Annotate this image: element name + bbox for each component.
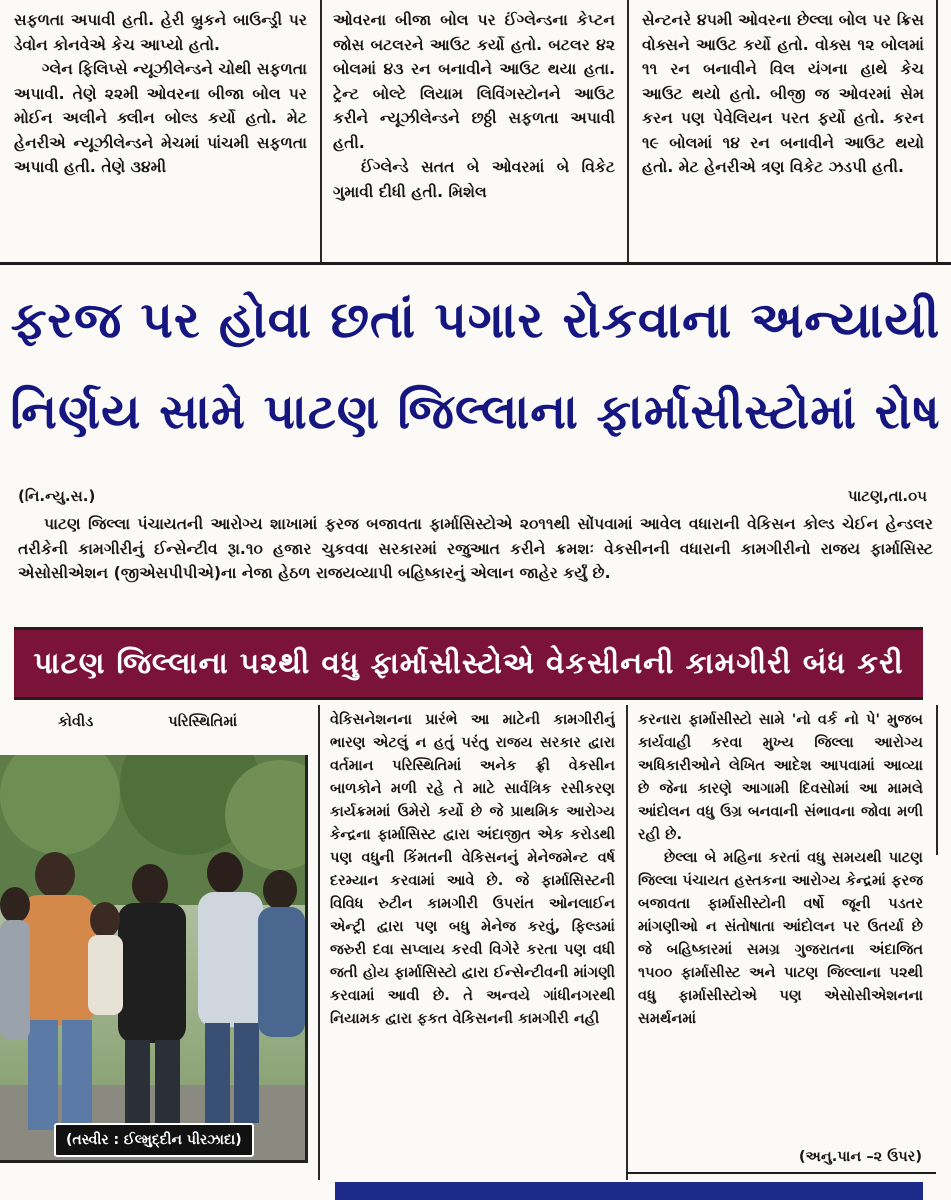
column-divider — [320, 0, 322, 262]
news-photo — [0, 755, 308, 1163]
bottom-column-3 — [638, 708, 923, 1138]
dateline: પાટણ,તા.૦૫ — [847, 487, 927, 505]
column-divider — [318, 705, 320, 1180]
crowd-photo-illustration — [0, 755, 305, 1160]
paragraph: સેન્ટનરે ૪૫મી ઓવરના છેલ્લા બોલ પર ક્રિસ વોક્સને આઉટ કર્યો હતો. વોક્સ ૧૨ બોલમાં ૧૧ રન બનાવીને વિલ યંગના હાથે કેચ આઉટ થયો હતો. બીજી જ ઓવરમાં સેમ કરન પણ પેવેલિયન પરત ફર્યો હતો. કરન ૧૯ બોલમાં ૧૪ રન બનાવીને આઉટ થયો હતો. મેટ હેનરીએ ત્રણ વિકેટ ઝડપી હતી. — [642, 11, 924, 176]
top-article-columns — [0, 0, 951, 262]
top-column-1 — [14, 8, 307, 262]
headline — [10, 274, 941, 458]
photo-caption: (તસ્વીર : ઈલ્મુદ્દીન પીરઝાદા) — [54, 1123, 254, 1157]
news-agency: (નિ.ન્યુ.સ.) — [18, 487, 96, 505]
column-divider — [626, 705, 628, 1180]
paragraph: કોવીડ પરિસ્થિતિમાં — [58, 713, 238, 730]
paragraph: ઓવરના બીજા બોલ પર ઈંગ્લેન્ડના કેપ્ટન જોસ બટલરને આઉટ કર્યો હતો. બટલર ૪૨ બોલમાં ૪૩ રન બનાવીને આઉટ થયા હતા. ટ્રેન્ટ બોલ્ટે લિયામ લિવિંગસ્ટોનને આઉટ કરીને ન્યૂઝીલેન્ડને છઠ્ઠી સફળતા અપાવી હતી. — [333, 11, 615, 152]
top-column-3 — [642, 8, 924, 262]
paragraph: ઈંગ્લેન્ડે સતત બે ઓવરમાં બે વિકેટ ગુમાવી દીધી હતી. મિશેલ — [333, 158, 615, 201]
headline-line-2: નિર્ણય સામે પાટણ જિલ્લાના ફાર્માસીસ્ટોમાં રોષ — [10, 384, 941, 440]
column-divider — [936, 705, 938, 855]
section-divider — [626, 1172, 936, 1174]
bottom-column-1 — [58, 710, 304, 733]
paragraph: સફળતા અપાવી હતી. હેરી બ્રુકને બાઉન્ડ્રી પર ડેવોન કોનવેએ કેચ આપ્યો હતો. — [14, 11, 307, 54]
paragraph: ગ્લેન ફિલિપ્સે ન્યૂઝીલેન્ડને ચોથી સફળતા અપાવી. તેણે ૨૨મી ઓવરના બીજા બોલ પર મોઈન અલીને ક્લીન બોલ્ડ કર્યો હતો. મેટ હેનરીએ ન્યૂઝીલેન્ડને મેચમાં પાંચમી સફળતા અપાવી હતી. તેણે ૩૪મી — [14, 60, 307, 176]
paragraph: છેલ્લા બે મહિના કરતાં વધુ સમયથી પાટણ જિલ્લા પંચાયત હસ્તકના આરોગ્ય કેન્દ્રમાં ફરજ બજાવતા ફાર્માસીસ્ટોની વર્ષો જૂની પડતર માંગણીઓ ન સંતોષાતા આંદોલન પર ઉતર્યા છે જે બહિષ્કારમાં સમગ્ર ગુજરાતના અંદાજિત ૧૫૦૦ ફાર્માસીસ્ટ અને પાટણ જિલ્લાના ૫૨થી વધુ ફાર્માસીસ્ટોએ પણ એસોસીએશનના સમર્થનમાં — [638, 849, 923, 1027]
column-divider — [936, 0, 938, 262]
headline-line-1: ફરજ પર હોવા છતાં પગાર રોકવાના અન્યાયી — [10, 291, 941, 349]
lead-text: પાટણ જિલ્લા પંચાયતની આરોગ્ય શાખામાં ફરજ બજાવતા ફાર્માસિસ્ટોએ ૨૦૧૧થી સોંપવામાં આવેલ વધારાની વેકિસન કોલ્ડ ચેઈન હેન્ડલર તરીકેની કામગીરીનું ઈન્સેન્ટીવ રૂા.૧૦ હજાર ચુકવવા સરકારમાં રજુઆત કરીને ક્રમશઃ વેકસીનની વધારાની કામગીરીનો રાજય ફાર્માસિસ્ટ એસોસીએશન (જીએસપીપીએ)ના નેજા હેઠળ રાજયવ્યાપી બહિષ્કારનું એલાન જાહેર કર્યું છે. — [18, 515, 933, 582]
paragraph: કરનારા ફાર્માસીસ્ટો સામે 'નો વર્ક નો પે' મુજબ કાર્યવાહી કરવા મુખ્ય જિલ્લા આરોગ્ય અધિકારીઓને લેખિત આદેશ આપવામાં આવ્યા છે જેના કારણે આગામી દિવસોમાં આ મામલે આંદોલન વધુ ઉગ્ર બનવાની સંભાવના જોવા મળી રહી છે. — [638, 711, 923, 843]
column-divider — [627, 0, 629, 262]
lead-paragraph — [18, 512, 933, 586]
next-headline-bar — [335, 1182, 923, 1200]
continued-note: (અનુ.પાન –૨ ઉપર) — [798, 1148, 922, 1165]
paragraph: વેકિસનેશનના પ્રારંભે આ માટેની કામગીરીનું ભારણ એટલું ન હતું પરંતુ રાજય સરકાર દ્વારા વર્તમાન પરિસ્થિતિમાં અનેક ફ્રી વેકસીન બાળકોને મળી રહે તે માટે સાર્વત્રિક રસીકરણ કાર્યક્રમમાં ઉમેરો કર્યો છે જે પ્રાથમિક આરોગ્ય કેન્દ્રના ફાર્માસિસ્ટ દ્વારા અંદાજીત એક કરોડથી પણ વધુની કિંમતની વેકિસનનું મેનેજમેન્ટ વર્ષ દરમ્યાન કરવામાં આવે છે. જે ફાર્માસિસ્ટની વિવિધ રુટીન કામગીરી ઉપરાંત ઓનલાઈન એન્ટ્રી દ્વારા પણ બધુ મેનેજ કરવું, ફિલ્ડમાં જરુરી દવા સપ્લાય કરવી વિગેરે કરતા પણ વધી જતી હોય ફાર્માસિસ્ટો દ્વારા ઈન્સેન્ટીવની માંગણી કરવામાં આવી છે. તે અન્વયે ગાંધીનગરથી નિયામક દ્વારા ફકત વેકિસનની કામગીરી નહી — [330, 711, 615, 1027]
bottom-column-2 — [330, 708, 615, 1163]
subheadline-banner: પાટણ જિલ્લાના ૫૨થી વધુ ફાર્માસીસ્ટોએ વેકસીનની કામગીરી બંધ કરી — [14, 627, 923, 700]
top-column-2 — [333, 8, 615, 262]
section-divider — [0, 262, 951, 265]
